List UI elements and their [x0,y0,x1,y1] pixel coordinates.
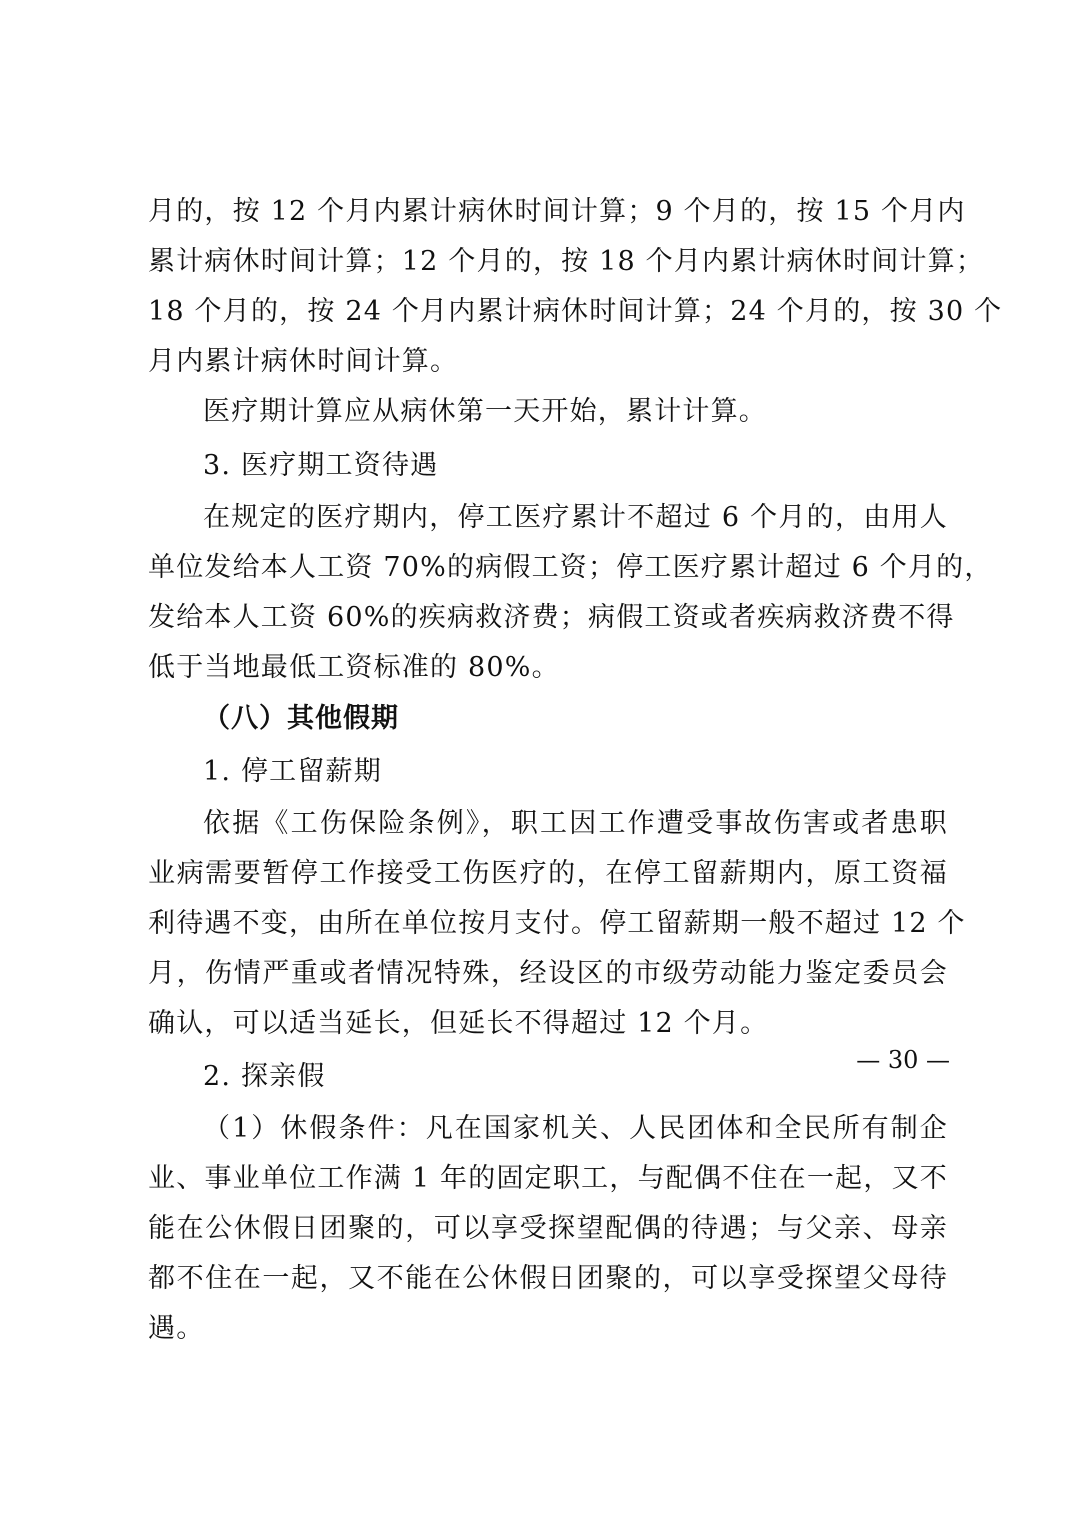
paragraph-line: 月内累计病休时间计算。 [148,346,459,377]
paragraph-line: 利待遇不变，由所在单位按月支付。停工留薪期一般不超过 12 个 [148,908,966,939]
paragraph-line: 单位发给本人工资 70%的病假工资；停工医疗累计超过 6 个月的， [148,552,993,583]
paragraph-line: 月，伤情严重或者情况特殊，经设区的市级劳动能力鉴定委员会 [148,958,948,989]
paragraph-line: 业、事业单位工作满 1 年的固定职工，与配偶不住在一起，又不 [148,1163,948,1194]
paragraph-line: 确认，可以适当延长，但延长不得超过 12 个月。 [148,1008,769,1039]
paragraph-line: 累计病休时间计算；12 个月的，按 18 个月内累计病休时间计算； [148,246,985,277]
paragraph-line: 遇。 [148,1313,205,1344]
subsection-heading: 1. 停工留薪期 [203,756,382,787]
subsection-heading: 2. 探亲假 [203,1061,326,1092]
paragraph-line: 低于当地最低工资标准的 80%。 [148,652,560,683]
paragraph-line: 业病需要暂停工作接受工伤医疗的，在停工留薪期内，原工资福 [148,858,948,889]
subsection-heading: 3. 医疗期工资待遇 [203,450,439,481]
paragraph-line: 月的，按 12 个月内累计病休时间计算；9 个月的，按 15 个月内 [148,196,966,227]
paragraph-line: 发给本人工资 60%的疾病救济费；病假工资或者疾病救济费不得 [148,602,955,633]
section-heading: （八）其他假期 [203,703,399,734]
paragraph-line: 都不住在一起，又不能在公休假日团聚的，可以享受探望父母待 [148,1263,948,1294]
paragraph-line: 18 个月的，按 24 个月内累计病休时间计算；24 个月的，按 30 个 [148,296,1003,327]
paragraph-line: （1）休假条件：凡在国家机关、人民团体和全民所有制企 [203,1113,948,1144]
paragraph-line: 依据《工伤保险条例》，职工因工作遭受事故伤害或者患职 [203,808,948,839]
paragraph-line: 能在公休假日团聚的，可以享受探望配偶的待遇；与父亲、母亲 [148,1213,948,1244]
page-number: — 30 — [856,1046,950,1074]
paragraph-line: 在规定的医疗期内，停工医疗累计不超过 6 个月的，由用人 [203,502,948,533]
paragraph-line: 医疗期计算应从病休第一天开始，累计计算。 [203,396,767,427]
